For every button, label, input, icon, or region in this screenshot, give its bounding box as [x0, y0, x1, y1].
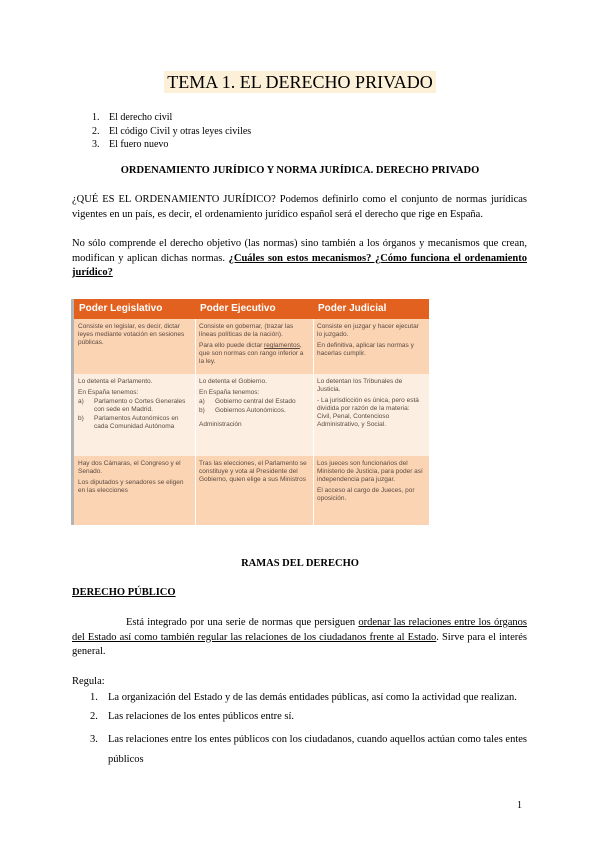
cell-text: Tras las elecciones, el Parlamento se constituye y vota al Presidente del Gobierno, quien elige a sus Ministros	[199, 460, 307, 483]
section-heading: ORDENAMIENTO JURÍDICO Y NORMA JURÍDICA. DERECHO PRIVADO	[120, 165, 480, 176]
derecho-publico-heading-text: DERECHO PÚBLICO	[72, 587, 176, 598]
index-number: 1.	[92, 112, 100, 123]
column-divider	[313, 319, 314, 525]
cell-text: Administración	[199, 421, 242, 428]
cell-subitem	[199, 407, 309, 415]
derecho-publico-heading	[72, 587, 176, 598]
regula-text: Las relaciones de los entes públicos entre sí.	[108, 710, 295, 722]
regula-item	[90, 730, 527, 770]
cell-text: Los diputados y senadores se eligen en las elecciones	[78, 479, 184, 494]
paragraph-text: No sólo comprende el derecho objetivo (las normas) sino también a los órganos y mecanismos que crean, modifican y aplican dichas normas.	[72, 238, 527, 264]
index-item	[92, 111, 251, 125]
subitem-text: Gobierno central del Estado	[215, 398, 296, 405]
paragraph-definition: ¿QUÉ ES EL ORDENAMIENTO JURÍDICO? Podemos definirlo como el conjunto de normas jurídicas vigentes en un país, es decir, el ordenamiento jurídico español será el derecho que rige en España.	[72, 194, 527, 220]
cell-text: Consiste en juzgar y hacer ejecutar lo juzgado.	[317, 323, 419, 338]
paragraph-mechanisms	[72, 237, 527, 281]
paragraph-bold-question: ¿Cuáles son estos mecanismos? ¿Cómo funciona el ordenamiento jurídico?	[72, 252, 527, 278]
header-ejecutivo: Poder Ejecutivo	[195, 299, 313, 319]
cell-text: Hay dos Cámaras, el Congreso y el Senado.	[78, 460, 181, 475]
index-text: El código Civil y otras leyes civiles	[109, 125, 252, 137]
cell-text	[199, 342, 309, 366]
paragraph-text: Está integrado por una serie de normas que persiguen	[126, 617, 359, 628]
index-number: 2.	[92, 125, 100, 137]
column-legislativo	[74, 299, 195, 525]
cell-subitem	[78, 398, 191, 414]
page-number: 1	[517, 800, 522, 811]
cell-eje-r1	[195, 319, 313, 374]
ramas-heading: RAMAS DEL DERECHO	[241, 558, 359, 569]
cell-subitem	[199, 398, 309, 406]
cell-text: En definitiva, aplicar las normas y hacerlas cumplir.	[317, 342, 414, 357]
regula-number: 3.	[90, 734, 98, 745]
cell-text-part: Para ello puede dictar	[199, 342, 265, 349]
subitem-mark: b)	[199, 407, 205, 414]
subitem-mark: a)	[199, 398, 205, 405]
index-text: El derecho civil	[109, 112, 173, 123]
subitem-text: Parlamento o Cortes Generales con sede en Madrid.	[94, 398, 186, 413]
cell-text: El acceso al cargo de Jueces, por oposición.	[317, 487, 415, 502]
subitem-mark: a)	[78, 398, 84, 405]
column-ejecutivo	[195, 299, 313, 525]
cell-text: Consiste en gobernar, (trazar las líneas políticas de la nación).	[199, 323, 294, 338]
cell-text: En España tenemos:	[199, 389, 260, 396]
column-judicial	[313, 299, 429, 525]
regula-item	[90, 710, 527, 725]
cell-subitem	[78, 415, 191, 431]
title-text: TEMA 1. EL DERECHO PRIVADO	[164, 71, 436, 93]
page-title	[0, 72, 600, 93]
index-item	[92, 125, 251, 139]
cell-jud-r2	[313, 374, 429, 456]
index-number: 3.	[92, 139, 100, 150]
paragraph-text: . Sirve para el interés general.	[72, 631, 527, 657]
paragraph-derecho-publico	[72, 616, 527, 660]
index-text: El fuero nuevo	[109, 139, 169, 150]
regula-number: 2.	[90, 710, 98, 722]
subitem-text: Gobiernos Autonómicos.	[215, 407, 286, 414]
cell-leg-r2	[74, 374, 195, 456]
regula-label: Regula:	[72, 676, 105, 687]
cell-jud-r3	[313, 456, 429, 525]
cell-text: Lo detenta el Parlamento.	[78, 378, 153, 385]
regula-text: La organización del Estado y de las demás entidades públicas, así como la actividad que realizan.	[108, 692, 517, 703]
index-item	[92, 138, 251, 152]
column-divider	[195, 319, 196, 525]
paragraph-underline: ordenar las relaciones entre los órganos del Estado así como también regular las relaciones de los ciudadanos frente al Estado	[72, 617, 528, 643]
header-legislativo: Poder Legislativo	[74, 299, 195, 319]
cell-text: Los jueces son funcionarios del Ministerio de Justicia, para poder así independencia para juzgar.	[317, 460, 423, 483]
cell-eje-r2	[195, 374, 313, 456]
cell-text: Lo detenta el Gobierno.	[199, 378, 267, 385]
regula-text: Las relaciones entre los entes públicos con los ciudadanos, cuando aquellos actúan como tales entes públicos	[108, 734, 527, 765]
cell-leg-r1	[74, 319, 195, 374]
index-list	[92, 111, 251, 152]
regula-item	[90, 691, 527, 706]
cell-eje-r3	[195, 456, 313, 525]
cell-text: - La jurisdicción es única, pero está dividida por razón de la materia: Civil, Penal, Contencioso Administrativo, y Social.	[317, 397, 419, 428]
regula-list	[90, 691, 527, 770]
cell-jud-r1	[313, 319, 429, 374]
powers-table	[71, 299, 429, 525]
cell-leg-r3	[74, 456, 195, 525]
header-judicial: Poder Judicial	[313, 299, 429, 319]
cell-text: Lo detentan los Tribunales de Justicia.	[317, 378, 403, 393]
subitem-text: Parlamentos Autonómicos en cada Comunidad Autónoma	[94, 415, 179, 430]
cell-text-part: , que son normas con rango inferior a la ley.	[199, 342, 304, 365]
cell-text-underline: reglamentos	[264, 342, 300, 349]
cell-text: En España tenemos:	[78, 389, 139, 396]
subitem-mark: b)	[78, 415, 84, 422]
regula-number: 1.	[90, 692, 98, 703]
cell-text: Consiste en legislar, es decir, dictar leyes mediante votación en sesiones públicas.	[78, 323, 185, 346]
